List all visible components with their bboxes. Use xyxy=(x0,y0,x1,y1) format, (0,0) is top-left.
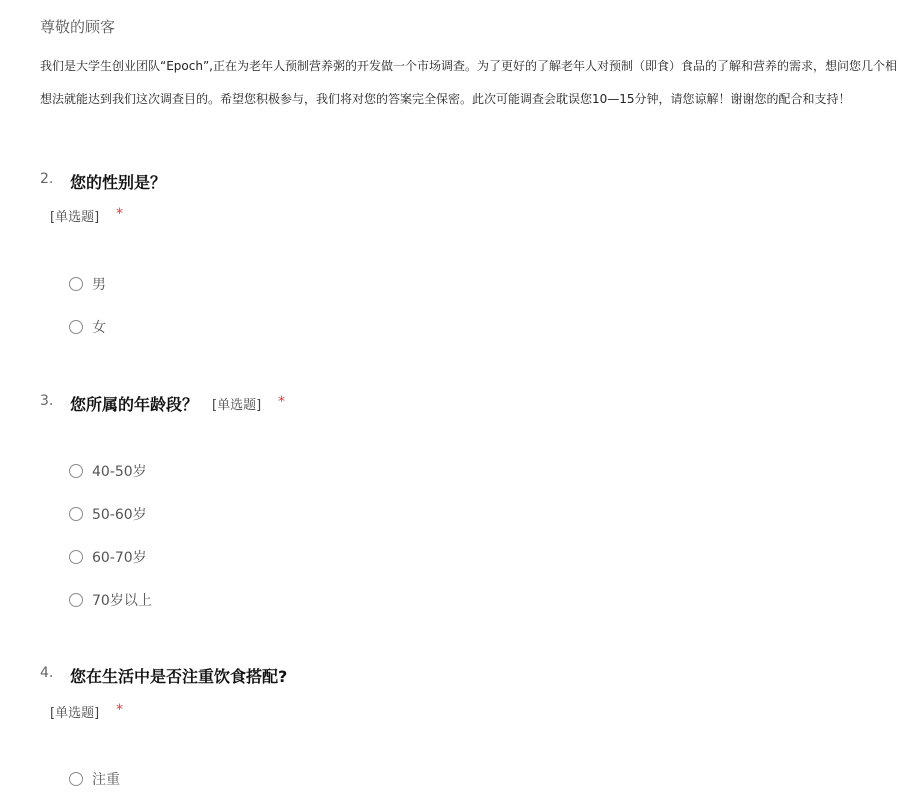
option-label: 40-50岁 xyxy=(92,464,147,480)
option-label: 男 xyxy=(92,277,106,293)
greeting-title: 尊敬的顾客 xyxy=(40,18,116,36)
question-title: 您的性别是？ xyxy=(70,173,167,192)
intro-text-line-2: 想法就能达到我们这次调查目的。希望您积极参与，我们将对您的答案完全保密。此次可能调查会耽误您10—15分钟，请您谅解！谢谢您的配合和支持！ xyxy=(40,92,851,106)
radio-button[interactable] xyxy=(69,772,83,786)
radio-button[interactable] xyxy=(69,320,83,334)
question-type-label: [单选题] xyxy=(50,210,100,225)
intro-text-line-1: 我们是大学生创业团队“Epoch”,正在为老年人预制营养粥的开发做一个市场调查。为了更好的了解老年人对预制（即食）食品的了解和营养的需求，想问您几个相 xyxy=(40,59,897,73)
radio-button[interactable] xyxy=(69,593,83,607)
option-age-60-70[interactable] xyxy=(69,547,147,567)
required-marker: * xyxy=(116,702,123,718)
question-title: 您所属的年龄段？ xyxy=(70,395,199,414)
question-title: 您在生活中是否注重饮食搭配? xyxy=(70,667,288,686)
radio-button[interactable] xyxy=(69,464,83,478)
option-female[interactable] xyxy=(69,317,106,337)
radio-button[interactable] xyxy=(69,550,83,564)
option-label: 注重 xyxy=(92,772,120,788)
option-male[interactable] xyxy=(69,274,106,294)
option-label: 50-60岁 xyxy=(92,507,147,523)
question-number: 2. xyxy=(40,171,54,187)
option-age-40-50[interactable] xyxy=(69,461,147,481)
radio-button[interactable] xyxy=(69,277,83,291)
option-label: 70岁以上 xyxy=(92,593,152,609)
option-label: 女 xyxy=(92,320,106,336)
question-type-label: [单选题] xyxy=(50,706,100,721)
required-marker: * xyxy=(278,394,285,410)
option-diet-yes[interactable] xyxy=(69,769,120,789)
question-type-label: [单选题] xyxy=(212,398,262,413)
question-number: 3. xyxy=(40,393,54,409)
option-age-70-plus[interactable] xyxy=(69,590,152,610)
question-number: 4. xyxy=(40,665,54,681)
radio-button[interactable] xyxy=(69,507,83,521)
option-age-50-60[interactable] xyxy=(69,504,147,524)
option-label: 60-70岁 xyxy=(92,550,147,566)
required-marker: * xyxy=(116,206,123,222)
